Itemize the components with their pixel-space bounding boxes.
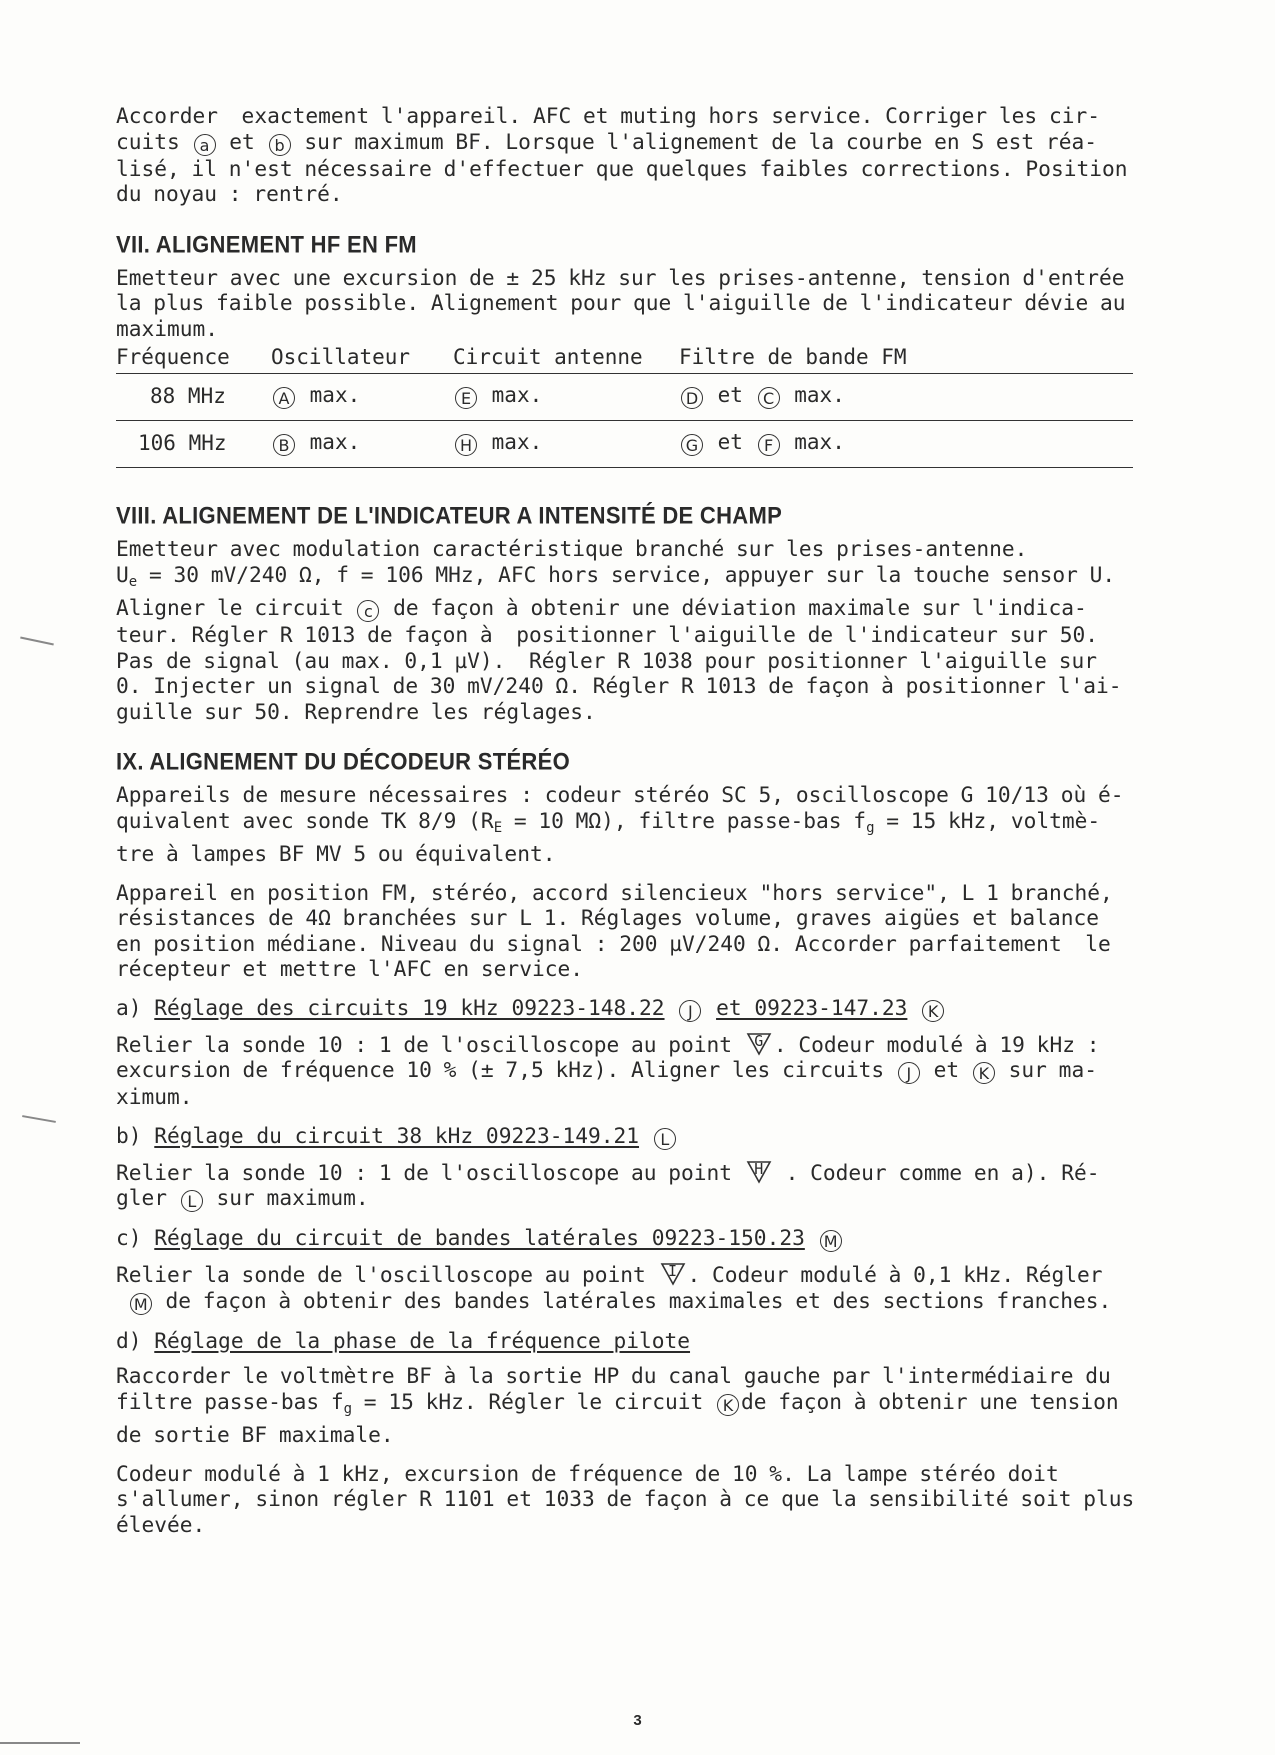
scan-mark [22, 1115, 56, 1123]
text: max. [491, 383, 543, 407]
column-header: Fréquence [116, 345, 271, 374]
circuit-D-icon: D [681, 387, 703, 409]
scan-mark [0, 1742, 80, 1744]
circuit-L-icon: L [654, 1128, 676, 1150]
circuit-M-icon: M [820, 1230, 842, 1252]
text: = 30 mV/240 Ω, f = 106 MHz, AFC hors service, appuyer sur la touche sensor U. Aligner le circuit [116, 561, 1116, 620]
text: = 10 MΩ), filtre passe-bas f [502, 807, 867, 833]
cell-oscillator [271, 421, 453, 468]
circuit-a-icon: a [194, 134, 216, 156]
section-paragraph [116, 1262, 1136, 1315]
text: . Codeur modulé à 19 kHz : excursion de fréquence 10 % (± 7,5 kHz). Aligner les circuits [116, 1031, 1100, 1082]
test-point-G-icon [746, 1032, 772, 1056]
text: Appareils de mesure nécessaires : codeur stéréo SC 5, oscilloscope G 10/13 où é- quivalent avec sonde TK 8/9 (R [116, 782, 1124, 833]
text: et [717, 383, 743, 407]
circuit-K-icon: K [922, 1000, 944, 1022]
subsection-title: Réglage des circuits 19 kHz 09223-148.22 [154, 994, 665, 1020]
circuit-c-icon: c [357, 600, 379, 622]
circuit-C-icon: C [758, 387, 780, 409]
test-point-I-icon [660, 1262, 686, 1286]
text: max. [309, 383, 361, 407]
circuit-B-icon: B [273, 434, 295, 456]
section-paragraph [116, 1160, 1136, 1213]
text: max. [309, 430, 361, 454]
subsection-heading-a [116, 995, 1136, 1022]
section-paragraph: Appareil en position FM, stéréo, accord silencieux "hors service", L 1 branché, résistances de 4Ω branchées sur L 1. Réglages volume, graves aigües et balance en position médiane. Niveau du signal : 200 µV/240 Ω. Accorder parfaitement le récepteur et mettre l'AFC en service. [116, 879, 1113, 981]
circuit-K-icon: K [717, 1394, 739, 1416]
circuit-E-icon: E [455, 387, 477, 409]
text: et [717, 430, 743, 454]
circuit-H-icon: H [455, 434, 477, 456]
text: Raccorder le voltmètre BF à la sortie HP du canal gauche par l'intermédiaire du filtre passe-bas f [116, 1363, 1111, 1414]
section-title: IX. ALIGNEMENT DU DÉCODEUR STÉRÉO [116, 748, 571, 775]
page-content [116, 103, 1136, 1550]
table-header-row [116, 345, 1133, 374]
text: b) [116, 1122, 155, 1148]
circuit-J-icon: J [898, 1062, 920, 1084]
text: Emetteur avec modulation caractéristique branché sur les prises-antenne. U [116, 536, 1028, 587]
circuit-J-icon: J [679, 1000, 701, 1022]
text: d) [116, 1327, 155, 1353]
column-header: Filtre de bande FM [679, 345, 1133, 374]
subsection-heading-d [116, 1328, 1136, 1354]
text: Relier la sonde de l'oscilloscope au point [116, 1262, 658, 1287]
cell-oscillator [271, 374, 453, 421]
section-paragraph: Codeur modulé à 1 kHz, excursion de fréquence de 10 %. La lampe stéréo doit s'allumer, sinon régler R 1101 et 1033 de façon à ce que la sensibilité soit plus élevée. [116, 1460, 1135, 1537]
section-viii [116, 502, 1136, 724]
text: c) [116, 1225, 155, 1250]
text: . Codeur modulé à 0,1 kHz. Régler [687, 1262, 1103, 1287]
cell-frequency: 88 MHz [116, 374, 271, 421]
text: et [921, 1057, 971, 1082]
subsection-title: Réglage du circuit de bandes latérales 09223-150.23 [154, 1225, 805, 1250]
test-point-label: H [754, 1159, 764, 1178]
page-number: 3 [633, 1712, 642, 1729]
circuit-G-icon: G [681, 434, 703, 456]
subsection-heading-c [116, 1225, 1136, 1252]
test-point-H-icon [746, 1160, 772, 1184]
text: = 15 kHz. Régler le circuit [352, 1388, 715, 1414]
circuit-A-icon: A [273, 387, 295, 409]
text: Accorder exactement l'appareil. AFC et muting hors service. Corriger les cir- cuits [116, 103, 1100, 154]
text: sur ma- ximum. [116, 1057, 1097, 1109]
intro-paragraph [116, 103, 1136, 207]
circuit-F-icon: F [758, 434, 780, 456]
circuit-M-icon: M [130, 1293, 152, 1315]
test-point-label: G [754, 1031, 764, 1050]
cell-antenna [453, 421, 679, 468]
circuit-K-icon: K [973, 1062, 995, 1084]
subsection-heading-b [116, 1123, 1136, 1150]
section-vii [116, 231, 1136, 469]
column-header: Circuit antenne [453, 345, 679, 374]
alignment-table [116, 345, 1133, 468]
text: a) [116, 994, 155, 1020]
text: de façon à obtenir une tension de sortie BF maximale. [116, 1388, 1119, 1447]
text: . Codeur comme en a). Ré- gler [116, 1159, 1100, 1210]
subsection-title: Réglage du circuit 38 kHz 09223-149.21 [154, 1122, 640, 1148]
table-row [116, 421, 1133, 468]
subscript: g [866, 819, 875, 836]
section-paragraph [116, 782, 1136, 867]
text: max. [794, 430, 845, 454]
text: = 15 kHz, voltmè- tre à lampes BF MV 5 ou équivalent. [116, 807, 1101, 866]
section-title: VIII. ALIGNEMENT DE L'INDICATEUR A INTENSITÉ DE CHAMP [116, 502, 783, 529]
subscript: e [128, 573, 138, 590]
subscript: g [343, 1400, 353, 1417]
text: Relier la sonde 10 : 1 de l'oscilloscope au point [116, 1031, 744, 1057]
text: et [217, 128, 267, 154]
circuit-L-icon: L [181, 1190, 203, 1212]
text: de façon à obtenir des bandes latérales maximales et des sections franches. [153, 1287, 1112, 1313]
cell-filter [679, 421, 1133, 468]
section-paragraph [116, 536, 1136, 724]
text: max. [491, 430, 543, 454]
text: de façon à obtenir une déviation maximale sur l'indica- teur. Régler R 1013 de façon à positionner l'aiguille de l'indicateur sur 50. Pas de signal (au max. 0,1 µV). Régler R 1038 pour positionner l'aiguille sur 0. Injecter un signal de 30 mV/240 Ω. Régler R 1013 de façon à positionner l'ai- guille sur 50. Reprendre les réglages. [116, 595, 1122, 724]
section-ix [116, 748, 1136, 1537]
subscript: E [493, 819, 503, 836]
section-title: VII. ALIGNEMENT HF EN FM [116, 230, 417, 258]
text: sur maximum BF. Lorsque l'alignement de la courbe en S est réa- lisé, il n'est nécessaire d'effectuer que quelques faibles corrections. Position du noyau : rentré. [116, 128, 1128, 206]
table-row [116, 374, 1133, 421]
cell-filter [679, 374, 1133, 421]
section-paragraph [116, 1363, 1136, 1448]
subsection-title: et 09223-147.23 [716, 994, 908, 1020]
scan-mark [20, 636, 54, 645]
text: sur maximum. [204, 1185, 369, 1210]
test-point-label: I [668, 1262, 678, 1280]
section-paragraph [116, 1032, 1136, 1110]
cell-antenna [453, 374, 679, 421]
text: Relier la sonde 10 : 1 de l'oscilloscope au point [116, 1159, 744, 1185]
circuit-b-icon: b [269, 134, 291, 156]
cell-frequency: 106 MHz [116, 421, 271, 468]
subsection-title: Réglage de la phase de la fréquence pilote [154, 1327, 691, 1353]
text: max. [794, 383, 845, 407]
section-paragraph: Emetteur avec une excursion de ± 25 kHz sur les prises-antenne, tension d'entrée la plus faible possible. Alignement pour que l'aiguille de l'indicateur dévie au maximum. [116, 264, 1126, 341]
column-header: Oscillateur [271, 345, 453, 374]
